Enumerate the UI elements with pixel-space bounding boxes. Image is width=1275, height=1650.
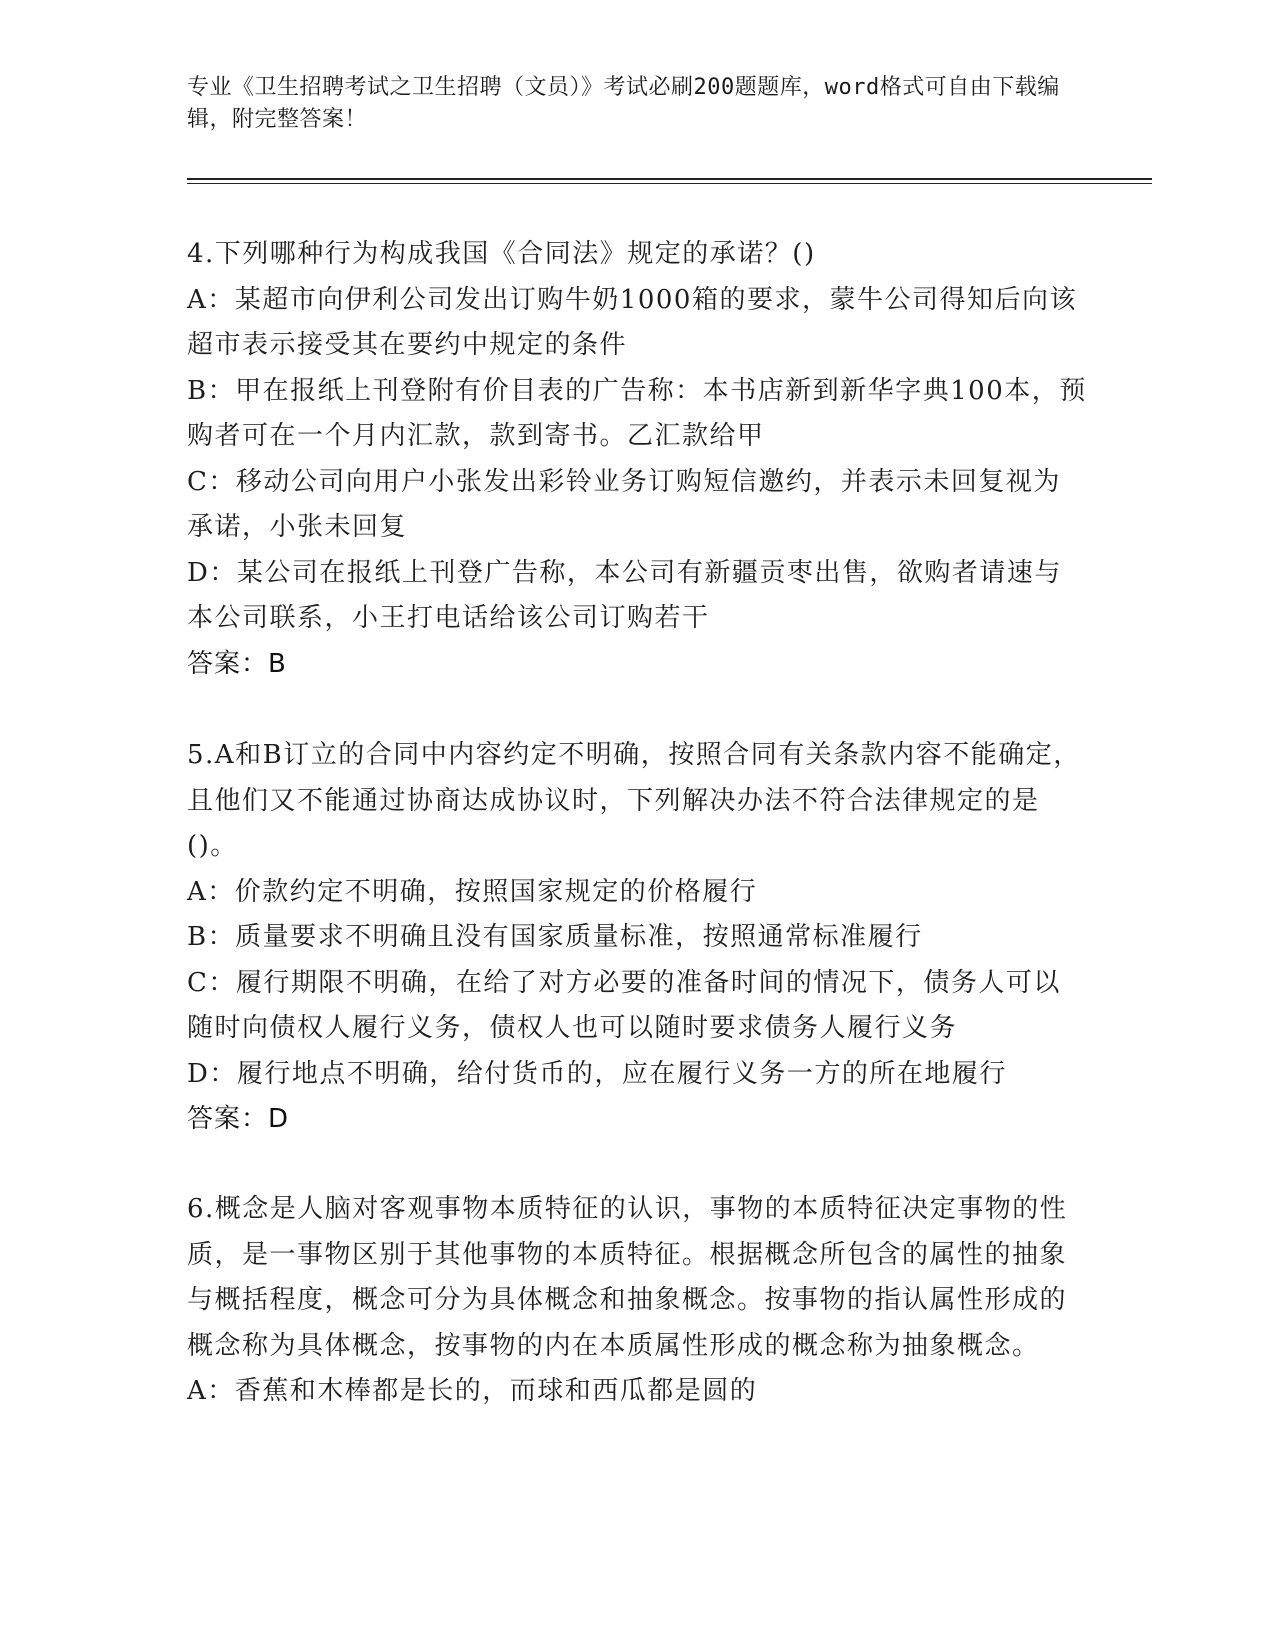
header-divider-thin	[187, 183, 1152, 184]
option-b: B：质量要求不明确且没有国家质量标准，按照通常标准履行	[187, 922, 923, 952]
question-6	[187, 1187, 1087, 1415]
question-stem: 4.下列哪种行为构成我国《合同法》规定的承诺？()	[187, 239, 816, 269]
answer-label: 答案：B	[187, 648, 287, 679]
option-c: C：履行期限不明确，在给了对方必要的准备时间的情况下，债务人可以随时向债权人履行义务，债权人也可以随时要求债务人履行义务	[187, 967, 1061, 1043]
option-c: C：移动公司向用户小张发出彩铃业务订购短信邀约，并表示未回复视为承诺，小张未回复	[187, 466, 1061, 542]
option-a: A：某超市向伊利公司发出订购牛奶1000箱的要求，蒙牛公司得知后向该超市表示接受其在要约中规定的条件	[187, 284, 1077, 360]
option-a: A：香蕉和木棒都是长的，而球和西瓜都是圆的	[187, 1376, 758, 1406]
header-text: 专业《卫生招聘考试之卫生招聘（文员）》考试必刷200题题库，word格式可自由下载编辑，附完整答案！	[187, 75, 1060, 132]
question-stem: 6.概念是人脑对客观事物本质特征的认识，事物的本质特征决定事物的性质，是一事物区别于其他事物的本质特征。根据概念所包含的属性的抽象与概括程度，概念可分为具体概念和抽象概念。按事物的指认属性形成的概念称为具体概念，按事物的内在本质属性形成的概念称为抽象概念。	[187, 1194, 1068, 1361]
option-b: B：甲在报纸上刊登附有价目表的广告称：本书店新到新华字典100本，预购者可在一个月内汇款，款到寄书。乙汇款给甲	[187, 375, 1087, 451]
question-stem: 5.A和B订立的合同中内容约定不明确，按照合同有关条款内容不能确定，且他们又不能通过协商达成协议时，下列解决办法不符合法律规定的是()。	[187, 740, 1081, 861]
document-header	[187, 72, 1067, 136]
option-d: D：履行地点不明确，给付货币的，应在履行义务一方的所在地履行	[187, 1058, 1007, 1089]
option-a: A：价款约定不明确，按照国家规定的价格履行	[187, 876, 758, 907]
answer-label: 答案：D	[187, 1104, 290, 1134]
question-4	[187, 232, 1087, 687]
header-divider	[187, 178, 1152, 180]
question-5	[187, 733, 1087, 1143]
option-d: D：某公司在报纸上刊登广告称，本公司有新疆贡枣出售，欲购者请速与本公司联系，小王打电话给该公司订购若干	[187, 557, 1062, 633]
